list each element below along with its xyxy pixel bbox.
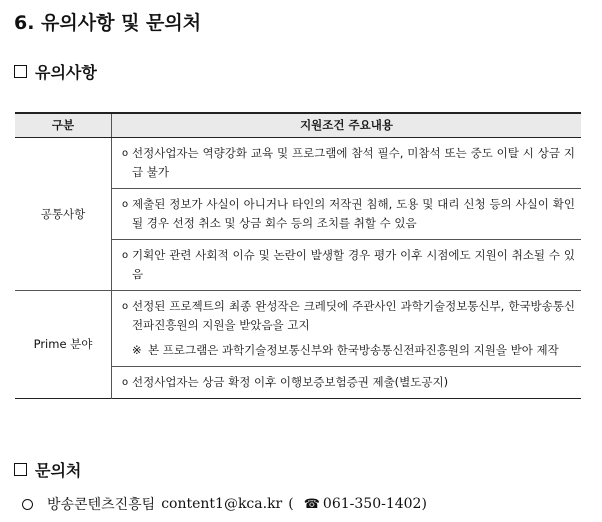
list-item (112, 240, 581, 290)
item-text: 선정사업자는 상금 확정 이후 이행보증보험증권 제출(별도공지) (132, 375, 449, 389)
bullet-marker: o (121, 199, 129, 210)
list-item (112, 367, 581, 398)
contact-phone: 061-350-1402) (322, 496, 427, 512)
bullet-marker: o (121, 148, 129, 159)
category-common: 공통사항 (15, 138, 112, 291)
table-cell (112, 291, 582, 367)
empty-square-icon (14, 463, 27, 476)
table-header-row (15, 113, 581, 138)
bullet-marker: o (121, 301, 129, 312)
contact-heading-label: 문의처 (35, 461, 82, 480)
item-text: 선정된 프로젝트의 최종 완성작은 크레딧에 주관사인 과학기술정보통신부, 한국방송통신전파진흥원의 지원을 받았음을 고지 (132, 299, 575, 332)
table-cell (112, 367, 582, 399)
item-text: 기획안 관련 사회적 이슈 및 논란이 발생할 경우 평가 이후 시점에도 지원이 취소될 수 있음 (132, 248, 575, 281)
table-cell (112, 189, 582, 240)
table-cell (112, 138, 582, 189)
header-category: 구분 (15, 113, 112, 138)
item-text: 선정사업자는 역량강화 교육 및 프로그램에 참석 필수, 미참석 또는 중도 이탈 시 상금 지급 불가 (132, 146, 575, 179)
list-item (112, 291, 581, 341)
notice-heading (14, 60, 97, 83)
bullet-marker: o (121, 377, 129, 388)
contact-email[interactable]: content1@kca.kr (161, 496, 283, 512)
note (112, 341, 581, 366)
contact-heading (14, 458, 81, 481)
phone-open-paren: ( (288, 496, 294, 512)
notice-heading-label: 유의사항 (35, 63, 97, 82)
header-content: 지원조건 주요내용 (112, 113, 582, 138)
table-row (15, 291, 581, 367)
category-prime: Prime 분야 (15, 291, 112, 399)
list-item (112, 138, 581, 188)
list-item (112, 189, 581, 239)
notice-table (15, 112, 581, 399)
table-cell (112, 240, 582, 291)
note-mark: ※ (132, 343, 142, 357)
contact-line (22, 494, 427, 514)
circle-bullet-icon (22, 499, 33, 510)
note-text: 본 프로그램은 과학기술정보통신부와 한국방송통신전파진흥원의 지원을 받아 제작 (148, 343, 559, 357)
section-title: 6. 유의사항 및 문의처 (14, 12, 202, 34)
table-row (15, 138, 581, 189)
bullet-marker: o (121, 250, 129, 261)
contact-team: 방송콘텐츠진흥팀 (47, 497, 156, 513)
item-text: 제출된 정보가 사실이 아니거나 타인의 저작권 침해, 도용 및 대리 신청 등의 사실이 확인될 경우 선정 취소 및 상금 회수 등의 조치를 취할 수 있음 (132, 197, 575, 230)
empty-square-icon (14, 65, 27, 78)
telephone-icon: ☎ (303, 496, 320, 512)
